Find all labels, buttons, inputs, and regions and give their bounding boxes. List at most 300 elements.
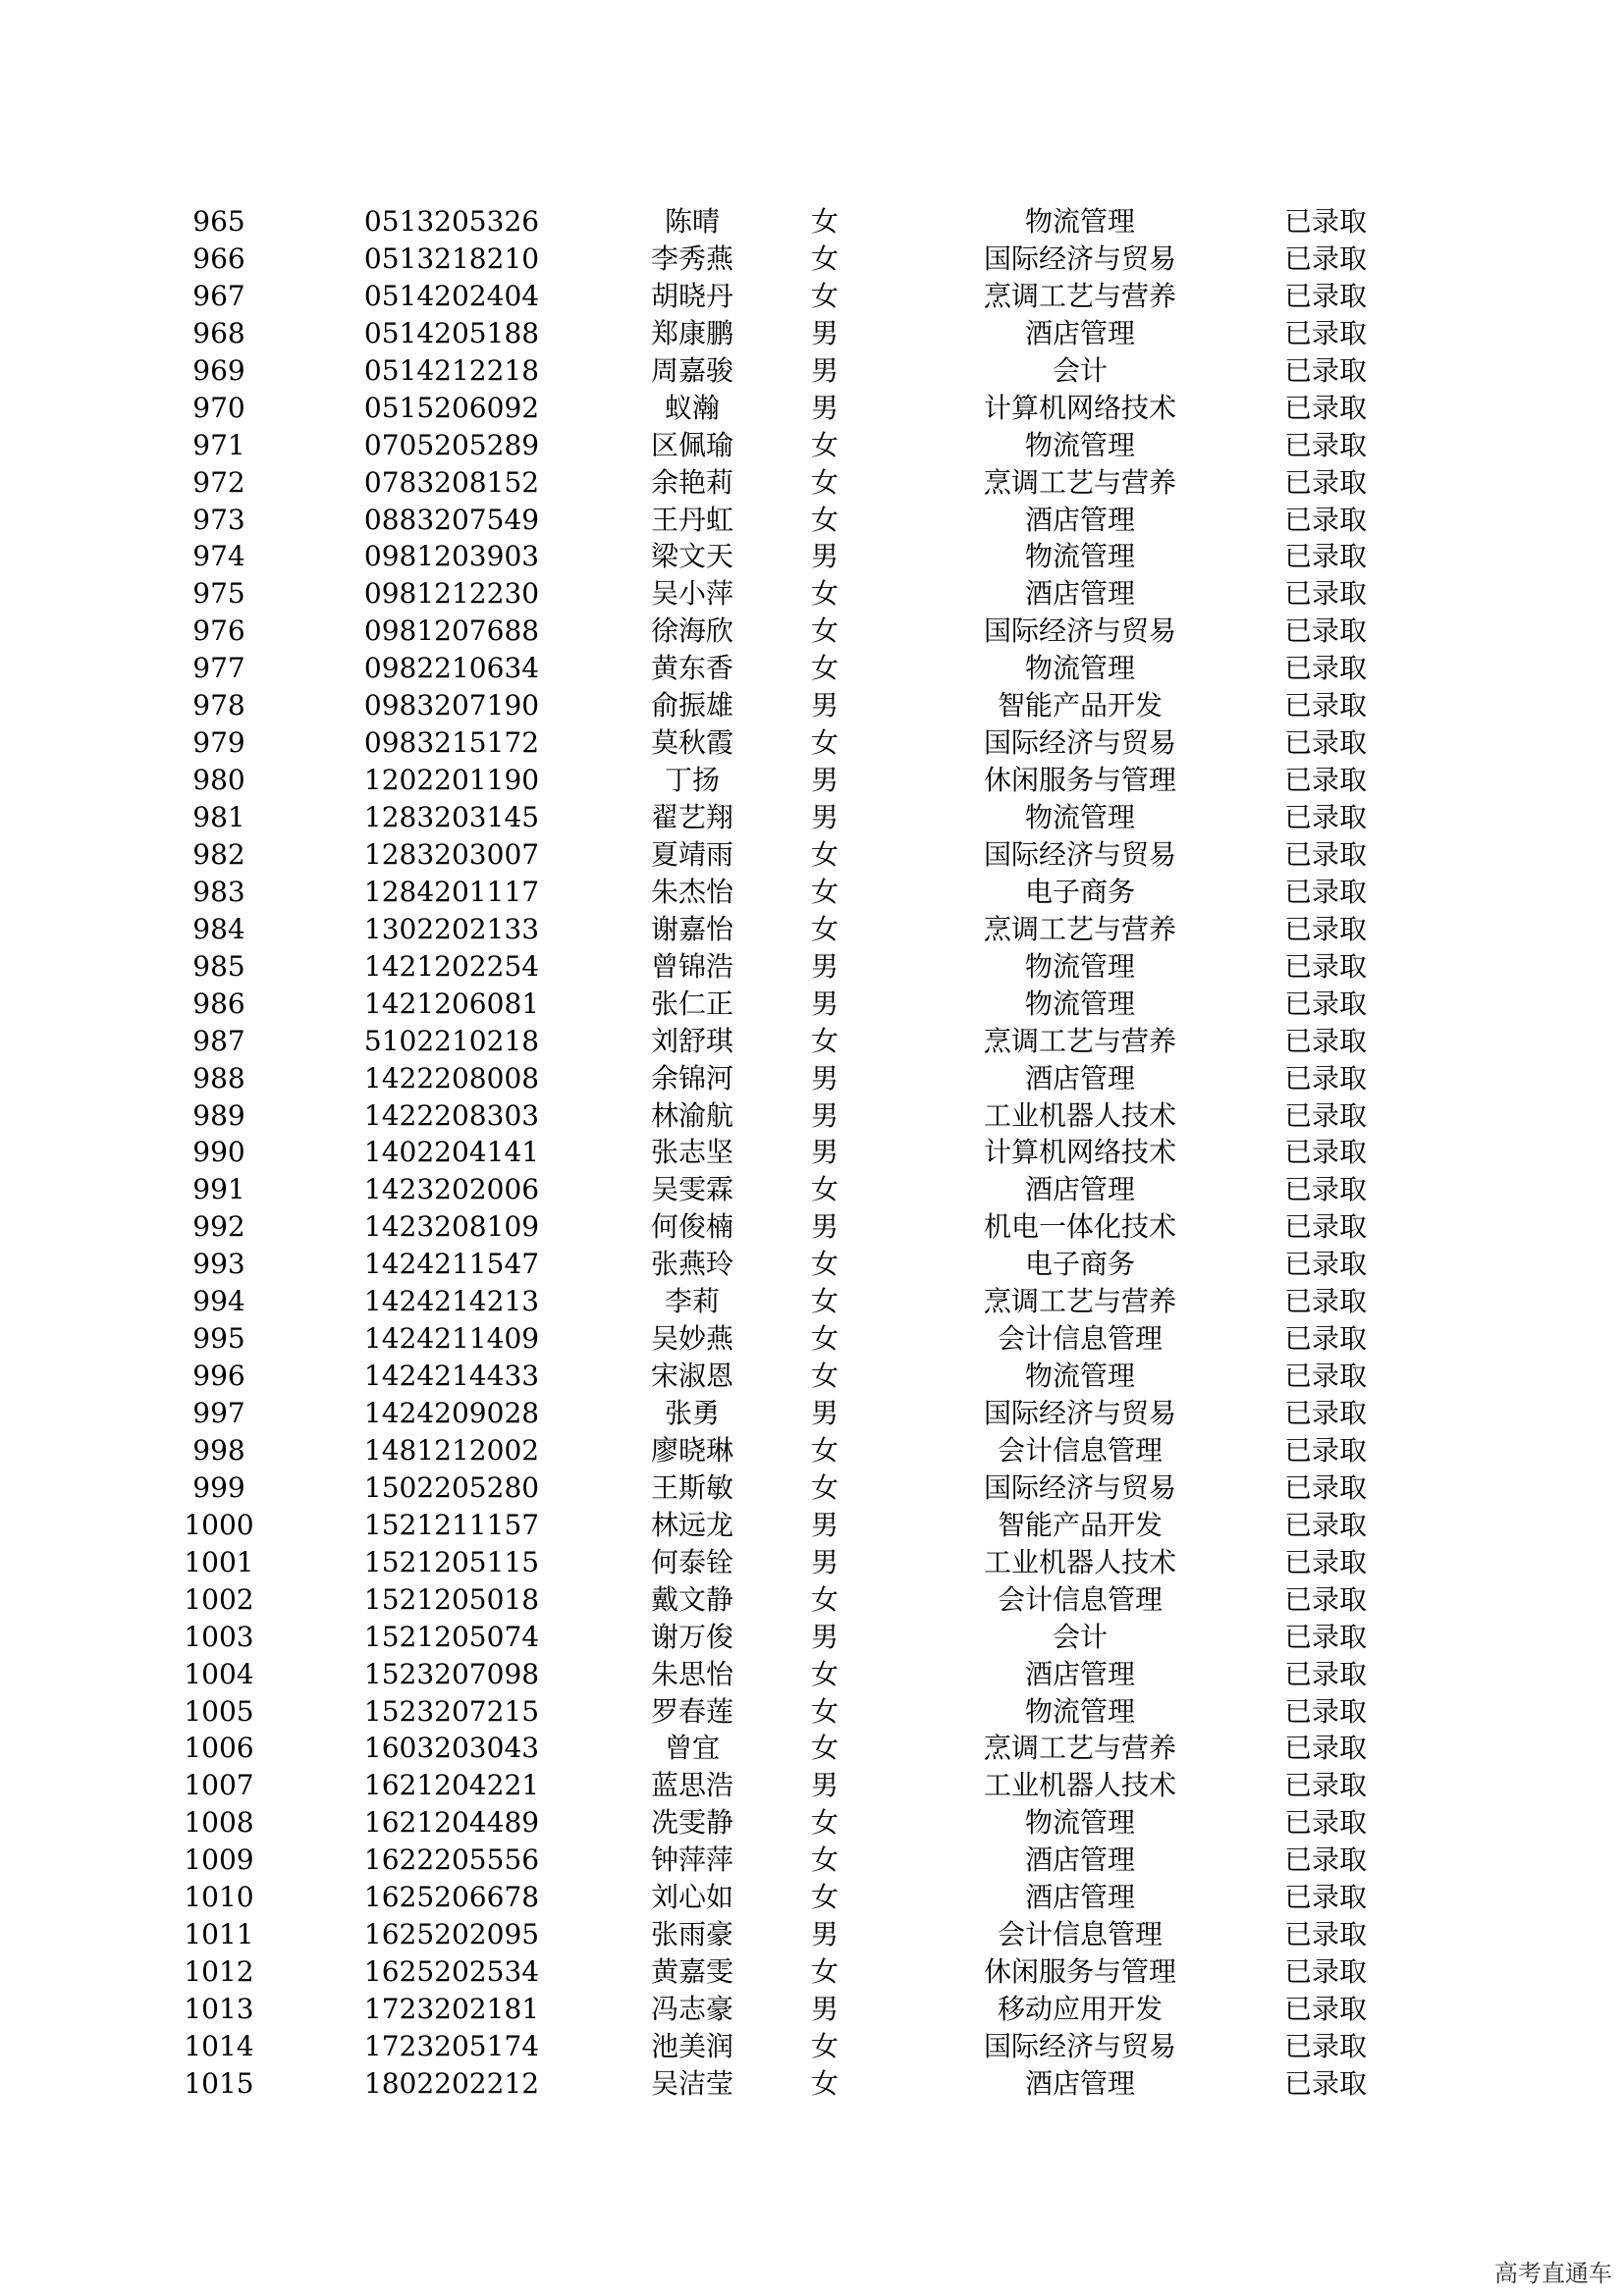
student-name: 徐海欣 <box>650 614 733 648</box>
table-row <box>0 1619 1624 1656</box>
gender: 男 <box>810 1098 839 1132</box>
major: 智能产品开发 <box>997 1508 1163 1541</box>
candidate-id: 0883207549 <box>363 503 540 536</box>
major: 酒店管理 <box>1024 1843 1135 1877</box>
table-row <box>0 1358 1624 1395</box>
watermark-text: 高考直通车 <box>1494 2260 1612 2287</box>
admission-status: 已录取 <box>1283 1024 1367 1057</box>
student-name: 张雨豪 <box>650 1918 733 1951</box>
table-row <box>0 1879 1624 1916</box>
row-number: 977 <box>192 652 245 685</box>
table-row <box>0 2065 1624 2103</box>
row-number: 983 <box>192 875 245 908</box>
major: 物流管理 <box>1024 801 1135 833</box>
student-name: 曾锦浩 <box>650 949 733 983</box>
table-row <box>0 427 1624 464</box>
student-name: 李秀燕 <box>650 241 733 275</box>
row-number: 1003 <box>184 1620 254 1653</box>
admission-status: 已录取 <box>1283 316 1367 349</box>
table-row <box>0 762 1624 799</box>
major: 酒店管理 <box>1024 1173 1135 1206</box>
table-row <box>0 240 1624 278</box>
candidate-id: 1424211547 <box>363 1248 540 1281</box>
gender: 女 <box>810 465 839 499</box>
admission-status: 已录取 <box>1283 1620 1367 1653</box>
row-number: 985 <box>192 949 245 983</box>
table-row <box>0 203 1624 240</box>
student-name: 钟萍萍 <box>650 1843 733 1877</box>
row-number: 993 <box>192 1248 245 1281</box>
gender: 女 <box>810 1470 839 1504</box>
table-row <box>0 1395 1624 1432</box>
gender: 男 <box>810 1061 839 1095</box>
student-name: 俞振雄 <box>650 689 733 722</box>
major: 工业机器人技术 <box>983 1545 1176 1578</box>
candidate-id: 0705205289 <box>363 428 540 461</box>
gender: 男 <box>810 1918 839 1951</box>
gender: 女 <box>810 1322 839 1356</box>
table-row <box>0 1544 1624 1581</box>
candidate-id: 0983207190 <box>363 689 540 722</box>
candidate-id: 0981212230 <box>363 577 540 611</box>
gender: 女 <box>810 205 839 238</box>
gender: 女 <box>810 241 839 275</box>
gender: 女 <box>810 428 839 461</box>
row-number: 999 <box>192 1470 245 1504</box>
candidate-id: 0514202404 <box>363 279 540 312</box>
gender: 男 <box>810 801 839 833</box>
gender: 女 <box>810 1881 839 1914</box>
candidate-id: 1424209028 <box>363 1397 540 1429</box>
row-number: 1009 <box>184 1843 254 1877</box>
candidate-id: 0982210634 <box>363 652 540 685</box>
admission-status: 已录取 <box>1283 205 1367 238</box>
major: 酒店管理 <box>1024 577 1135 611</box>
table-row <box>0 352 1624 390</box>
row-number: 992 <box>192 1210 245 1244</box>
row-number: 968 <box>192 316 245 349</box>
candidate-id: 1802202212 <box>363 2066 540 2100</box>
candidate-id: 1622205556 <box>363 1843 540 1877</box>
gender: 女 <box>810 503 839 536</box>
table-row <box>0 464 1624 502</box>
student-name: 黄东香 <box>650 652 733 685</box>
table-row <box>0 724 1624 762</box>
candidate-id: 0514212218 <box>363 353 540 387</box>
admission-status: 已录取 <box>1283 1993 1367 2025</box>
table-row <box>0 799 1624 836</box>
major: 计算机网络技术 <box>983 1136 1176 1169</box>
table-row <box>0 1693 1624 1731</box>
candidate-id: 1284201117 <box>363 875 540 908</box>
admission-status: 已录取 <box>1283 689 1367 722</box>
major: 烹调工艺与营养 <box>983 1285 1176 1318</box>
gender: 男 <box>810 689 839 722</box>
gender: 男 <box>810 1993 839 2025</box>
gender: 女 <box>810 1433 839 1467</box>
row-number: 971 <box>192 428 245 461</box>
major: 休闲服务与管理 <box>983 764 1176 797</box>
admission-status: 已录取 <box>1283 1806 1367 1840</box>
candidate-id: 1625202534 <box>363 1955 540 1989</box>
candidate-id: 1603203043 <box>363 1732 540 1765</box>
gender: 女 <box>810 652 839 685</box>
table-row <box>0 650 1624 687</box>
candidate-id: 1402204141 <box>363 1136 540 1169</box>
gender: 男 <box>810 1769 839 1802</box>
candidate-id: 5102210218 <box>363 1024 540 1057</box>
major: 国际经济与贸易 <box>983 1470 1176 1504</box>
table-row <box>0 1208 1624 1246</box>
row-number: 1005 <box>184 1694 254 1728</box>
gender: 男 <box>810 1136 839 1169</box>
candidate-id: 1421202254 <box>363 949 540 983</box>
gender: 男 <box>810 764 839 797</box>
student-name: 王斯敏 <box>650 1470 733 1504</box>
candidate-id: 0783208152 <box>363 465 540 499</box>
major: 移动应用开发 <box>997 1993 1163 2025</box>
student-name: 朱思怡 <box>650 1657 733 1690</box>
student-name: 黄嘉雯 <box>650 1955 733 1989</box>
row-number: 1004 <box>184 1657 254 1690</box>
student-name: 林渝航 <box>650 1098 733 1132</box>
table-row <box>0 390 1624 427</box>
major: 工业机器人技术 <box>983 1098 1176 1132</box>
major: 休闲服务与管理 <box>983 1955 1176 1989</box>
admission-status: 已录取 <box>1283 1285 1367 1318</box>
major: 电子商务 <box>1024 875 1135 908</box>
gender: 女 <box>810 1173 839 1206</box>
major: 计算机网络技术 <box>983 391 1176 424</box>
admission-status: 已录取 <box>1283 465 1367 499</box>
candidate-id: 1502205280 <box>363 1470 540 1504</box>
gender: 女 <box>810 875 839 908</box>
admission-status: 已录取 <box>1283 912 1367 945</box>
major: 物流管理 <box>1024 987 1135 1020</box>
admission-status: 已录取 <box>1283 1508 1367 1541</box>
table-row <box>0 613 1624 650</box>
gender: 女 <box>810 2029 839 2062</box>
major: 酒店管理 <box>1024 2066 1135 2100</box>
admission-status: 已录取 <box>1283 837 1367 871</box>
candidate-id: 1421206081 <box>363 987 540 1020</box>
row-number: 991 <box>192 1173 245 1206</box>
row-number: 1012 <box>184 1955 254 1989</box>
admission-status: 已录取 <box>1283 2029 1367 2062</box>
student-name: 王丹虹 <box>650 503 733 536</box>
table-row <box>0 1656 1624 1693</box>
admission-status: 已录取 <box>1283 652 1367 685</box>
table-row <box>0 1730 1624 1767</box>
gender: 男 <box>810 949 839 983</box>
admission-status: 已录取 <box>1283 241 1367 275</box>
gender: 女 <box>810 726 839 760</box>
row-number: 1010 <box>184 1881 254 1914</box>
candidate-id: 1423202006 <box>363 1173 540 1206</box>
major: 电子商务 <box>1024 1248 1135 1281</box>
admission-status: 已录取 <box>1283 1881 1367 1914</box>
gender: 女 <box>810 1732 839 1765</box>
table-row <box>0 278 1624 315</box>
row-number: 1001 <box>184 1545 254 1578</box>
admission-status: 已录取 <box>1283 503 1367 536</box>
student-name: 吴洁莹 <box>650 2066 733 2100</box>
candidate-id: 1521205018 <box>363 1582 540 1616</box>
candidate-id: 1302202133 <box>363 912 540 945</box>
row-number: 982 <box>192 837 245 871</box>
row-number: 989 <box>192 1098 245 1132</box>
table-row <box>0 1246 1624 1283</box>
student-name: 谢嘉怡 <box>650 912 733 945</box>
candidate-id: 1723205174 <box>363 2029 540 2062</box>
table-row <box>0 1023 1624 1060</box>
student-name: 区佩瑜 <box>650 428 733 461</box>
admission-status: 已录取 <box>1283 949 1367 983</box>
gender: 女 <box>810 1657 839 1690</box>
student-name: 李莉 <box>664 1285 720 1318</box>
table-row <box>0 986 1624 1023</box>
row-number: 986 <box>192 987 245 1020</box>
admission-table <box>0 203 1624 2103</box>
row-number: 995 <box>192 1322 245 1356</box>
student-name: 蚁瀚 <box>664 391 720 424</box>
gender: 女 <box>810 1024 839 1057</box>
admission-status: 已录取 <box>1283 1248 1367 1281</box>
table-row <box>0 1060 1624 1097</box>
candidate-id: 1523207098 <box>363 1657 540 1690</box>
row-number: 987 <box>192 1024 245 1057</box>
admission-status: 已录取 <box>1283 1470 1367 1504</box>
major: 会计 <box>1052 1620 1108 1653</box>
candidate-id: 0515206092 <box>363 391 540 424</box>
student-name: 陈晴 <box>664 205 720 238</box>
gender: 男 <box>810 1508 839 1541</box>
candidate-id: 1621204221 <box>363 1769 540 1802</box>
admission-status: 已录取 <box>1283 391 1367 424</box>
table-row <box>0 1953 1624 1991</box>
table-row <box>0 502 1624 539</box>
major: 烹调工艺与营养 <box>983 1024 1176 1057</box>
student-name: 夏靖雨 <box>650 837 733 871</box>
table-row <box>0 315 1624 352</box>
row-number: 1008 <box>184 1806 254 1840</box>
table-row <box>0 874 1624 911</box>
row-number: 980 <box>192 764 245 797</box>
row-number: 996 <box>192 1360 245 1393</box>
table-row <box>0 1134 1624 1171</box>
major: 国际经济与贸易 <box>983 726 1176 760</box>
table-row <box>0 2028 1624 2065</box>
student-name: 丁扬 <box>664 764 720 797</box>
major: 国际经济与贸易 <box>983 1397 1176 1429</box>
major: 物流管理 <box>1024 205 1135 238</box>
row-number: 981 <box>192 801 245 833</box>
admission-status: 已录取 <box>1283 1545 1367 1578</box>
major: 物流管理 <box>1024 540 1135 573</box>
student-name: 周嘉骏 <box>650 353 733 387</box>
major: 国际经济与贸易 <box>983 2029 1176 2062</box>
row-number: 1013 <box>184 1993 254 2025</box>
candidate-id: 1481212002 <box>363 1433 540 1467</box>
row-number: 1014 <box>184 2029 254 2062</box>
major: 酒店管理 <box>1024 316 1135 349</box>
major: 酒店管理 <box>1024 1657 1135 1690</box>
candidate-id: 1422208008 <box>363 1061 540 1095</box>
candidate-id: 0981207688 <box>363 614 540 648</box>
gender: 女 <box>810 1360 839 1393</box>
major: 物流管理 <box>1024 1694 1135 1728</box>
table-row <box>0 1097 1624 1135</box>
student-name: 张燕玲 <box>650 1248 733 1281</box>
row-number: 1006 <box>184 1732 254 1765</box>
admission-status: 已录取 <box>1283 1397 1367 1429</box>
major: 烹调工艺与营养 <box>983 1732 1176 1765</box>
candidate-id: 1625202095 <box>363 1918 540 1951</box>
admission-status: 已录取 <box>1283 1694 1367 1728</box>
admission-status: 已录取 <box>1283 1769 1367 1802</box>
table-row <box>0 1916 1624 1953</box>
major: 酒店管理 <box>1024 1881 1135 1914</box>
admission-status: 已录取 <box>1283 577 1367 611</box>
student-name: 张志坚 <box>650 1136 733 1169</box>
candidate-id: 1283203007 <box>363 837 540 871</box>
student-name: 吴妙燕 <box>650 1322 733 1356</box>
gender: 女 <box>810 577 839 611</box>
admission-status: 已录取 <box>1283 1136 1367 1169</box>
student-name: 翟艺翔 <box>650 801 733 833</box>
row-number: 978 <box>192 689 245 722</box>
candidate-id: 1521211157 <box>363 1508 540 1541</box>
student-name: 张勇 <box>664 1397 720 1429</box>
row-number: 1011 <box>184 1918 254 1951</box>
gender: 男 <box>810 353 839 387</box>
admission-status: 已录取 <box>1283 1322 1367 1356</box>
admission-status: 已录取 <box>1283 1918 1367 1951</box>
gender: 男 <box>810 1620 839 1653</box>
row-number: 966 <box>192 241 245 275</box>
row-number: 965 <box>192 205 245 238</box>
student-name: 蓝思浩 <box>650 1769 733 1802</box>
row-number: 990 <box>192 1136 245 1169</box>
table-row <box>0 836 1624 874</box>
row-number: 974 <box>192 540 245 573</box>
gender: 女 <box>810 1582 839 1616</box>
table-row <box>0 1283 1624 1320</box>
admission-status: 已录取 <box>1283 1210 1367 1244</box>
candidate-id: 1621204489 <box>363 1806 540 1840</box>
student-name: 何俊楠 <box>650 1210 733 1244</box>
major: 物流管理 <box>1024 1360 1135 1393</box>
admission-status: 已录取 <box>1283 1061 1367 1095</box>
student-name: 池美润 <box>650 2029 733 2062</box>
student-name: 胡晓丹 <box>650 279 733 312</box>
admission-status: 已录取 <box>1283 428 1367 461</box>
student-name: 冯志豪 <box>650 1993 733 2025</box>
admission-status: 已录取 <box>1283 1657 1367 1690</box>
major: 国际经济与贸易 <box>983 837 1176 871</box>
row-number: 970 <box>192 391 245 424</box>
major: 会计 <box>1052 353 1108 387</box>
candidate-id: 0983215172 <box>363 726 540 760</box>
gender: 男 <box>810 1210 839 1244</box>
candidate-id: 1423208109 <box>363 1210 540 1244</box>
candidate-id: 0513218210 <box>363 241 540 275</box>
row-number: 1007 <box>184 1769 254 1802</box>
admission-status: 已录取 <box>1283 726 1367 760</box>
major: 物流管理 <box>1024 949 1135 983</box>
table-row <box>0 687 1624 724</box>
student-name: 郑康鹏 <box>650 316 733 349</box>
row-number: 1015 <box>184 2066 254 2100</box>
gender: 女 <box>810 837 839 871</box>
table-row <box>0 1320 1624 1358</box>
student-name: 廖晓琳 <box>650 1433 733 1467</box>
admission-status: 已录取 <box>1283 279 1367 312</box>
table-row <box>0 1581 1624 1619</box>
student-name: 莫秋霞 <box>650 726 733 760</box>
admission-status: 已录取 <box>1283 1732 1367 1765</box>
table-row <box>0 948 1624 986</box>
admission-status: 已录取 <box>1283 2066 1367 2100</box>
student-name: 谢万俊 <box>650 1620 733 1653</box>
row-number: 976 <box>192 614 245 648</box>
candidate-id: 1523207215 <box>363 1694 540 1728</box>
gender: 男 <box>810 1545 839 1578</box>
candidate-id: 1424211409 <box>363 1322 540 1356</box>
candidate-id: 1424214433 <box>363 1360 540 1393</box>
gender: 男 <box>810 540 839 573</box>
admission-status: 已录取 <box>1283 614 1367 648</box>
candidate-id: 1625206678 <box>363 1881 540 1914</box>
major: 机电一体化技术 <box>983 1210 1176 1244</box>
major: 物流管理 <box>1024 428 1135 461</box>
student-name: 刘舒琪 <box>650 1024 733 1057</box>
table-row <box>0 1991 1624 2028</box>
gender: 女 <box>810 1955 839 1989</box>
gender: 男 <box>810 1397 839 1429</box>
table-row <box>0 1507 1624 1544</box>
gender: 女 <box>810 614 839 648</box>
row-number: 975 <box>192 577 245 611</box>
admission-status: 已录取 <box>1283 1955 1367 1989</box>
row-number: 969 <box>192 353 245 387</box>
table-row <box>0 1469 1624 1507</box>
candidate-id: 0514205188 <box>363 316 540 349</box>
major: 工业机器人技术 <box>983 1769 1176 1802</box>
admission-status: 已录取 <box>1283 1360 1367 1393</box>
candidate-id: 1202201190 <box>363 764 540 797</box>
admission-status: 已录取 <box>1283 987 1367 1020</box>
student-name: 曾宜 <box>664 1732 720 1765</box>
row-number: 994 <box>192 1285 245 1318</box>
major: 烹调工艺与营养 <box>983 279 1176 312</box>
row-number: 998 <box>192 1433 245 1467</box>
student-name: 余艳莉 <box>650 465 733 499</box>
admission-status: 已录取 <box>1283 1173 1367 1206</box>
admission-status: 已录取 <box>1283 540 1367 573</box>
major: 国际经济与贸易 <box>983 241 1176 275</box>
row-number: 973 <box>192 503 245 536</box>
row-number: 1002 <box>184 1582 254 1616</box>
admission-status: 已录取 <box>1283 1098 1367 1132</box>
table-row <box>0 1171 1624 1208</box>
student-name: 罗春莲 <box>650 1694 733 1728</box>
major: 物流管理 <box>1024 652 1135 685</box>
admission-status: 已录取 <box>1283 1433 1367 1467</box>
admission-status: 已录取 <box>1283 1582 1367 1616</box>
candidate-id: 1723202181 <box>363 1993 540 2025</box>
major: 会计信息管理 <box>997 1918 1163 1951</box>
